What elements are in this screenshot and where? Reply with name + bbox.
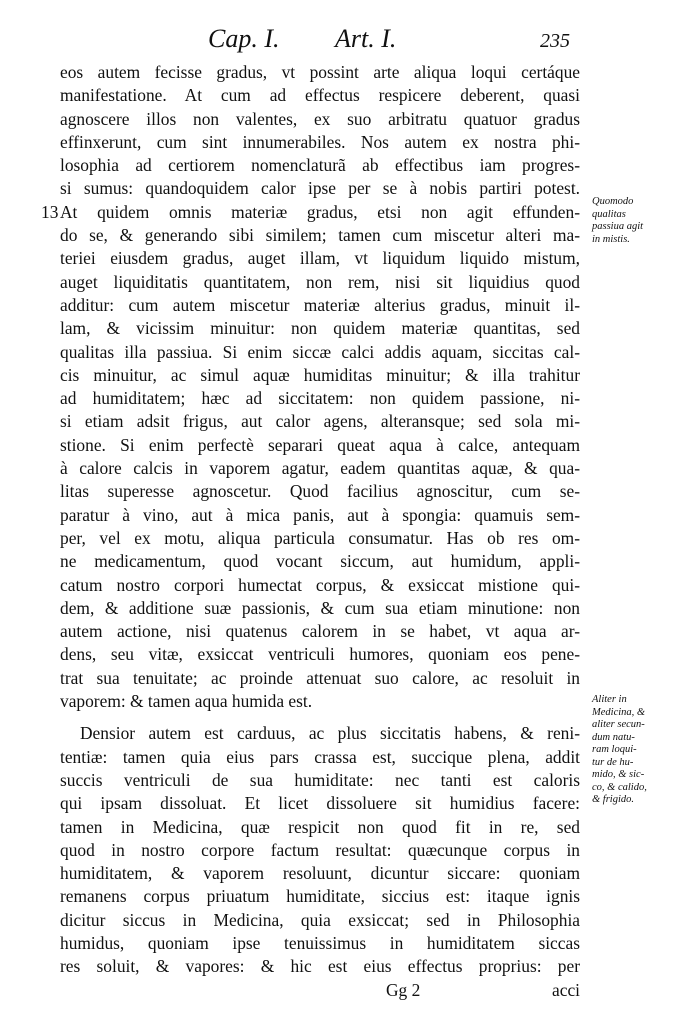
catchword: acci [552, 979, 580, 1000]
paragraph-2 [41, 201, 580, 714]
margin-note-line: mido, & sic- [592, 769, 645, 780]
text-line: auget liquiditatis quantitatem, non rem, nisi sit liquidius quod [60, 271, 580, 292]
text-line: additur: cum autem miscetur materiæ alterius gradus, minuit il- [60, 294, 580, 315]
margin-note-line: passiua agit [592, 221, 644, 232]
text-line: catum nostro corpori humectat corpus, & exsiccat mistione qui- [60, 574, 580, 595]
text-line: ne medicamentum, quod vocant siccum, aut humidum, appli- [60, 551, 580, 572]
margin-note-line: Quomodo [592, 196, 634, 207]
text-line: si sumus: quandoquidem calor ipse per se à nobis partiri potest. [60, 178, 580, 199]
margin-note-line: & frigido. [592, 794, 635, 805]
text-line: tamen in Medicina, quæ respicit non quod fit in re, sed [60, 816, 580, 837]
text-line: litas superesse agnoscetur. Quod facilius agnoscitur, cum se- [60, 481, 580, 502]
text-line: cis minuitur, ac simul aquæ humiditas minuitur; & illa trahitur [60, 364, 580, 385]
text-line: stione. Si enim perfectè separari queat aqua à calce, antequam [60, 434, 580, 455]
text-line: qui ipsam dissoluat. Et licet dissoluere sit humidius facere: [60, 793, 580, 814]
text-line: losophia ad certiorem nomenclaturã ab effectibus iam progres- [60, 155, 580, 176]
text-line: effinxerunt, cum sint innumerabiles. Nos autem ex nostra phi- [60, 131, 580, 152]
margin-note-line: co, & calido, [592, 781, 647, 793]
chapter-heading: Cap. I. [208, 24, 280, 53]
signature-mark: Gg 2 [386, 979, 421, 1000]
margin-note-line: in mistis. [592, 233, 630, 245]
text-line: dem, & additione suæ passionis, & cum sua etiam minutione: non [60, 597, 580, 618]
text-line: succis ventriculi de sua humiditate: nec tanti est caloris [60, 769, 580, 790]
margin-note-qualitas [592, 196, 694, 246]
paragraph-1 [60, 61, 580, 201]
margin-note-line: Aliter in [592, 694, 627, 705]
article-heading: Art. I. [335, 24, 397, 53]
text-line: tentiæ: tamen quia eius pars crassa est, succique plena, addit [60, 746, 580, 767]
text-line: autem actione, nisi quatenus calorem in se habet, vt aqua ar- [60, 621, 580, 642]
text-line: Densior autem est carduus, ac plus siccitatis habens, & reni- [80, 723, 580, 744]
page-number: 235 [540, 30, 570, 52]
text-line: humiditatem, & vaporem resoluunt, dicuntur siccare: quoniam [60, 863, 580, 884]
text-line: teriei eiusdem gradus, auget illam, vt liquidum liquido mistum, [60, 248, 580, 269]
line-text: At quidem omnis materiæ gradus, etsi non agit effunden- [60, 201, 580, 222]
text-line: remanens corpus priuatum humiditate, siccius est: itaque ignis [60, 886, 580, 907]
text-line: ad humiditatem; hæc ad siccitatem: non quidem passione, ni- [60, 388, 580, 409]
text-line: à calore calcis in vaporem agatur, eadem quantitas aquæ, & qua- [60, 458, 580, 479]
text-line: dicitur siccus in Medicina, quia exsiccat; sed in Philosophia [60, 909, 580, 930]
text-line: si etiam adsit frigus, aut calor agens, alteransque; sed sola mi- [60, 411, 580, 432]
text-line: lam, & vicissim minuitur: non quidem materiæ quantitas, sed [60, 318, 580, 339]
text-line [41, 201, 580, 224]
text-line: do se, & generando sibi similem; tamen cum miscetur alteri ma- [60, 225, 580, 246]
text-line: manifestatione. At cum ad effectus respicere deberent, quasi [60, 85, 580, 106]
margin-note-line: tur de hu- [592, 756, 634, 768]
margin-note-line: aliter secun- [592, 719, 645, 730]
text-line: per, vel ex motu, aliqua particula consumatur. Has ob res om- [60, 527, 580, 548]
margin-note-medicina [592, 694, 694, 807]
text-line: agnoscere illos non valentes, ex suo arbitratu quatuor gradus [60, 108, 580, 129]
text-line: eos autem fecisse gradus, vt possint arte aliqua loqui certáque [60, 62, 580, 82]
footer-line [60, 979, 580, 1002]
margin-note-line: dum natu- [592, 731, 635, 743]
text-line: humidus, quoniam ipse tenuissimus in humiditatem siccas [60, 932, 580, 953]
margin-note-line: Medicina, & [592, 706, 646, 718]
margin-note-line: ram loqui- [592, 744, 637, 755]
section-number: 13 [41, 201, 59, 222]
margin-note-line: qualitas [592, 208, 626, 220]
main-text-block [41, 61, 580, 1002]
text-line: quod in nostro corpore factum resultat: quæcunque corpus in [60, 839, 580, 860]
running-header [0, 24, 700, 58]
text-line: trat sua tenuitate; ac proinde attenuat suo calore, ac resoluit in [60, 667, 580, 688]
text-line: paratur à vino, aut à mica panis, aut à spongia: quamuis sem- [60, 504, 580, 525]
text-line: vaporem: & tamen aqua humida est. [60, 691, 313, 712]
text-line: res soluit, & vapores: & hic est eius effectus proprius: per [60, 956, 580, 977]
text-line: dens, seu vitæ, exsiccat ventriculi humores, quoniam eos pene- [60, 644, 580, 665]
paragraph-3 [60, 722, 580, 978]
text-line: qualitas illa passiua. Si enim siccæ calci addis aquam, siccitas cal- [60, 341, 580, 362]
